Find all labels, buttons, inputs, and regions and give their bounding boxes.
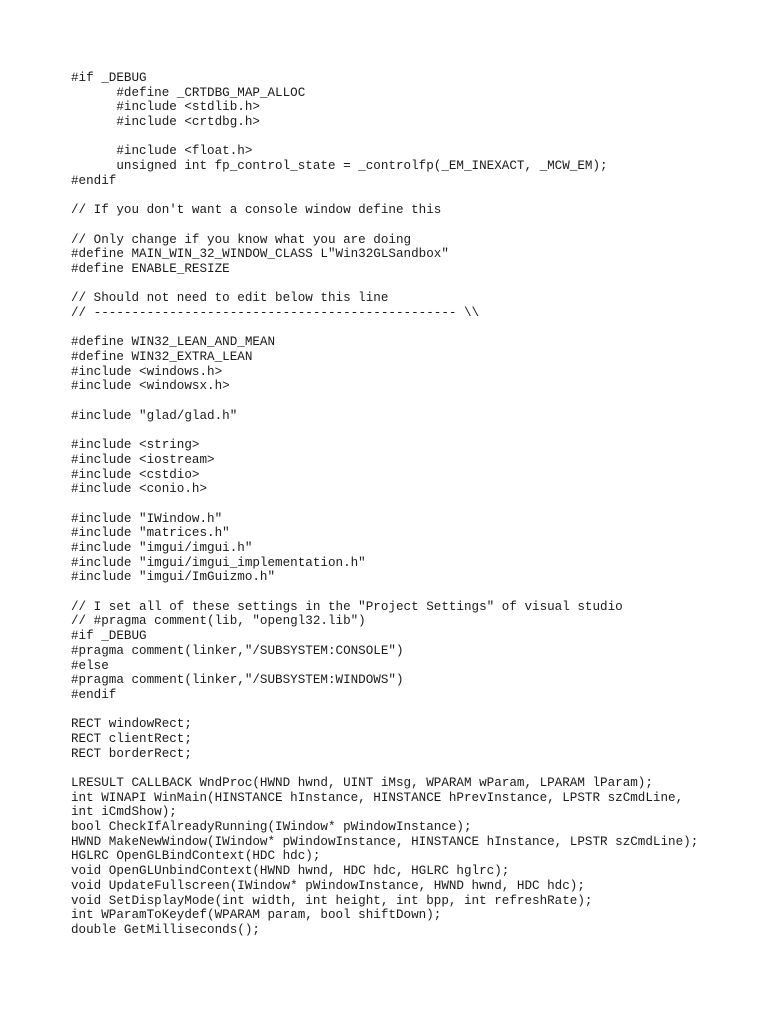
code-line: // ------------------------------------------------ \\: [71, 306, 480, 320]
code-line: [71, 218, 751, 233]
code-line: [71, 130, 751, 145]
code-line: bool CheckIfAlreadyRunning(IWindow* pWindowInstance);: [71, 820, 472, 835]
code-line: [71, 703, 751, 718]
code-line: #include "matrices.h": [71, 526, 230, 541]
code-line: [71, 277, 751, 292]
code-line: #include <windowsx.h>: [71, 379, 230, 394]
code-line: int WParamToKeydef(WPARAM param, bool shiftDown);: [71, 908, 442, 923]
code-line: #endif: [71, 687, 117, 702]
code-line: #include <crtdbg.h>: [71, 115, 260, 130]
code-line: // Should not need to edit below this line: [71, 291, 389, 306]
code-line: #include <string>: [71, 438, 200, 453]
code-line: void UpdateFullscreen(IWindow* pWindowInstance, HWND hwnd, HDC hdc);: [71, 878, 585, 893]
code-line: #include "imgui/ImGuizmo.h": [71, 570, 276, 585]
code-line: [71, 394, 751, 409]
code-line: HGLRC OpenGLBindContext(HDC hdc);: [71, 849, 321, 864]
code-line: #if _DEBUG: [71, 71, 147, 85]
code-line: // I set all of these settings in the "Project Settings" of visual studio: [71, 599, 623, 614]
code-line: #define ENABLE_RESIZE: [71, 261, 230, 276]
code-line: #include <float.h>: [71, 144, 253, 159]
code-line: HWND MakeNewWindow(IWindow* pWindowInstance, HINSTANCE hInstance, LPSTR szCmdLine);: [71, 834, 699, 849]
code-line: LRESULT CALLBACK WndProc(HWND hwnd, UINT iMsg, WPARAM wParam, LPARAM lParam);: [71, 776, 653, 790]
code-line: void SetDisplayMode(int width, int height, int bpp, int refreshRate);: [71, 893, 593, 908]
code-line: #include <conio.h>: [71, 482, 208, 497]
code-line: [71, 189, 751, 204]
code-line: int iCmdShow);: [71, 805, 177, 820]
code-line: #endif: [71, 173, 117, 188]
code-line: #include "imgui/imgui.h": [71, 541, 253, 555]
code-listing: [71, 71, 751, 938]
code-line: unsigned int fp_control_state = _controlfp(_EM_INEXACT, _MCW_EM);: [71, 159, 608, 174]
code-line: // Only change if you know what you are doing: [71, 232, 412, 247]
code-line: [71, 497, 751, 512]
code-line: [71, 321, 751, 336]
code-line: #include "imgui/imgui_implementation.h": [71, 555, 366, 570]
code-line: RECT clientRect;: [71, 731, 192, 746]
code-line: RECT borderRect;: [71, 746, 192, 761]
code-line: RECT windowRect;: [71, 717, 192, 732]
code-line: void OpenGLUnbindContext(HWND hwnd, HDC hdc, HGLRC hglrc);: [71, 864, 510, 879]
code-line: double GetMilliseconds();: [71, 922, 260, 937]
code-line: // If you don't want a console window define this: [71, 203, 442, 218]
code-line: #define MAIN_WIN_32_WINDOW_CLASS L"Win32GLSandbox": [71, 247, 449, 262]
code-line: #include "glad/glad.h": [71, 408, 238, 423]
code-line: [71, 424, 751, 439]
code-line: #include <cstdio>: [71, 467, 200, 482]
code-line: #else: [71, 658, 109, 673]
code-line: #pragma comment(linker,"/SUBSYSTEM:WINDOWS"): [71, 673, 404, 688]
code-line: #define _CRTDBG_MAP_ALLOC: [71, 85, 306, 100]
code-line: [71, 585, 751, 600]
code-line: int WINAPI WinMain(HINSTANCE hInstance, HINSTANCE hPrevInstance, LPSTR szCmdLine,: [71, 790, 684, 805]
code-line: #if _DEBUG: [71, 629, 147, 644]
code-line: #include "IWindow.h": [71, 511, 223, 526]
code-line: #define WIN32_LEAN_AND_MEAN: [71, 335, 276, 350]
code-line: #include <windows.h>: [71, 364, 223, 379]
code-line: #define WIN32_EXTRA_LEAN: [71, 350, 253, 365]
code-line: #include <stdlib.h>: [71, 100, 260, 115]
code-line: // #pragma comment(lib, "opengl32.lib"): [71, 614, 366, 629]
code-line: #pragma comment(linker,"/SUBSYSTEM:CONSOLE"): [71, 643, 404, 658]
code-line: [71, 761, 751, 776]
code-line: #include <iostream>: [71, 452, 215, 467]
